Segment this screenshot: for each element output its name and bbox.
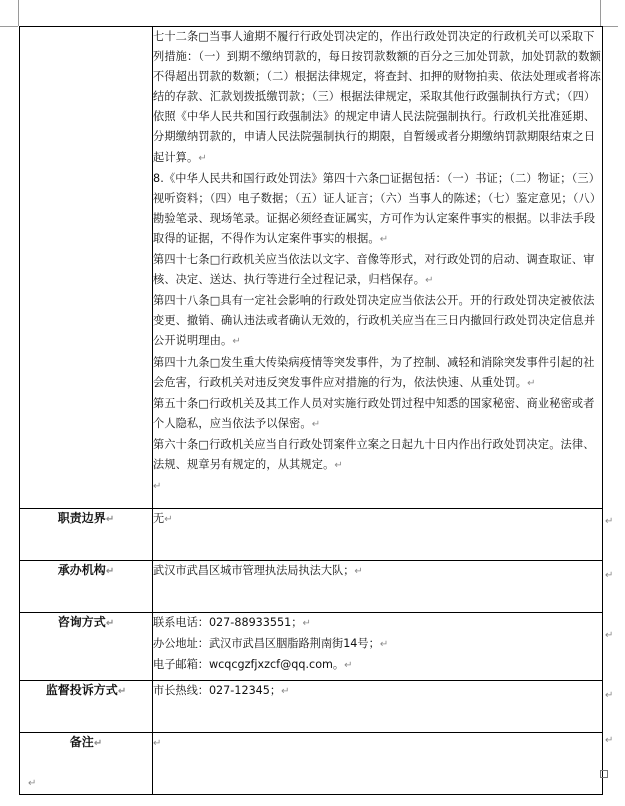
law-paragraph: 第六十条□行政机关应当自行政处罚案件立案之日起九十日内作出行政处罚决定。法律、法规、规章另有规定的，从其规定。↵ (153, 437, 595, 471)
crop-mark-top-left-vertical (18, 0, 19, 26)
law-paragraph: 七十二条□当事人逾期不履行行政处罚决定的，作出行政处罚决定的行政机关可以采取下列措施：（一）到期不缴纳罚款的，每日按罚款数额的百分之三加处罚款，加处罚款的数额不得超出罚款的数额；（二）根据法律规定，将查封、扣押的财物拍卖、依法处理或者将冻结的存款、汇款划拨抵缴罚款；（三）根据法律规定，采取其他行政强制执行方式；（四）依照《中华人民共和国行政强制法》的规定申请人民法院强制执行。行政机关批准延期、分期缴纳罚款的，申请人民法院强制执行的期限，自暂缓或者分期缴纳罚款期限结束之日起计算。↵ (153, 30, 601, 164)
cell-end-mark: ↵ (605, 630, 614, 641)
cell-end-mark: ↵ (605, 516, 614, 527)
cell-end-mark: ↵ (605, 570, 614, 581)
agency-value[interactable]: 武汉市武昌区城市管理执法局执法大队；↵ (153, 561, 603, 613)
consult-address: 办公地址：武汉市武昌区胭脂路荆南街14号；↵ (153, 637, 389, 650)
consult-email: 电子邮箱：wcqcgzfjxzcf@qq.com。↵ (153, 658, 353, 671)
law-basis-label-cell (20, 27, 153, 509)
consult-row (20, 613, 603, 681)
law-basis-text-cell[interactable] (153, 27, 603, 509)
document-end-mark: ↵ (28, 778, 37, 789)
remarks-label: 备注↵ (20, 733, 153, 795)
cell-end-mark: ↵ (605, 735, 614, 746)
agency-label: 承办机构↵ (20, 561, 153, 613)
law-paragraph: 8.《中华人民共和国行政处罚法》第四十六条□证据包括：（一）书证；（二）物证；（三）视听资料；（四）电子数据；（五）证人证言；（六）当事人的陈述；（七）鉴定意见；（八）勘验笔录、现场笔录。证据必须经查证属实，方可作为认定案件事实的根据。以非法手段取得的证据，不得作为认定案件事实的根据。↵ (153, 171, 602, 245)
consult-label: 咨询方式↵ (20, 613, 153, 681)
duty-boundary-value[interactable]: 无↵ (153, 509, 603, 561)
law-basis-row (20, 27, 603, 509)
agency-row (20, 561, 603, 613)
supervision-label: 监督投诉方式↵ (20, 681, 153, 733)
law-paragraph: 第四十八条□具有一定社会影响的行政处罚决定应当依法公开。开的行政处罚决定被依法变更、撤销、确认违法或者确认无效的，行政机关应当在三日内撤回行政处罚决定信息并公开说明理由。↵ (153, 294, 596, 348)
cell-end-mark: ↵ (605, 690, 614, 701)
consult-phone: 联系电话：027-88933551；↵ (153, 616, 311, 629)
remarks-row (20, 733, 603, 795)
consult-value[interactable] (153, 613, 603, 681)
law-paragraph: 第四十九条□发生重大传染病疫情等突发事件，为了控制、减轻和消除突发事件引起的社会危害，行政机关对违反突发事件应对措施的行为，依法快速、从重处罚。↵ (153, 355, 595, 389)
service-guide-table (19, 26, 603, 795)
crop-mark-top-right-vertical (600, 0, 601, 26)
duty-boundary-label: 职责边界↵ (20, 509, 153, 561)
supervision-row (20, 681, 603, 733)
law-paragraph: 第四十七条□行政机关应当依法以文字、音像等形式，对行政处罚的启动、调查取证、审核、决定、送达、执行等进行全过程记录，归档保存。↵ (153, 253, 595, 287)
table-resize-handle[interactable] (600, 770, 608, 778)
empty-paragraph: ↵ (153, 481, 162, 493)
duty-boundary-row (20, 509, 603, 561)
crop-mark-top-left (0, 26, 18, 27)
remarks-value[interactable]: ↵ (153, 733, 603, 795)
supervision-value[interactable]: 市长热线：027-12345；↵ (153, 681, 603, 733)
law-paragraph: 第五十条□行政机关及其工作人员对实施行政处罚过程中知悉的国家秘密、商业秘密或者个人隐私，应当依法予以保密。↵ (153, 396, 595, 430)
